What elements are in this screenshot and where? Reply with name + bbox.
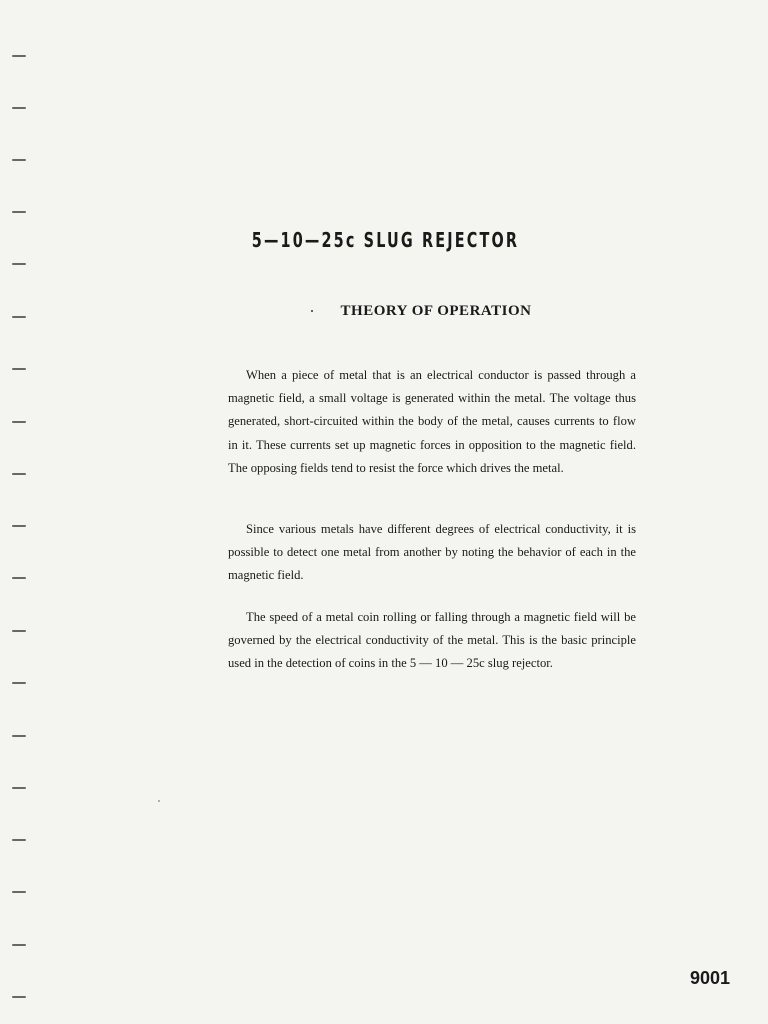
margin-mark [12,473,26,475]
paper-speck [158,800,160,802]
margin-mark [12,55,26,57]
paragraph-text: When a piece of metal that is an electrical conductor is passed through a magnetic field, a small voltage is generated within the metal. The voltage thus generated, short-circuited within the body of the metal, causes currents to flow in it. These currents set up magnetic forces in opposition to the magnetic field. The opposing fields tend to resist the force which drives the metal. [228,368,636,475]
margin-mark [12,630,26,632]
section-heading: THEORY OF OPERATION [340,303,532,319]
margin-mark [12,211,26,213]
margin-mark [12,839,26,841]
margin-mark [12,107,26,109]
body-paragraph [228,364,636,480]
margin-mark [12,263,26,265]
margin-mark [12,996,26,998]
body-paragraph [228,518,636,588]
margin-mark [12,944,26,946]
paragraph-text: The speed of a metal coin rolling or falling through a magnetic field will be governed by the electrical conductivity of the metal. This is the basic principle used in the detection of coins in the 5 — 10 — 25c slug rejector. [228,610,636,671]
margin-mark [12,159,26,161]
margin-mark [12,421,26,423]
margin-mark [12,316,26,318]
margin-mark [12,577,26,579]
margin-mark [12,735,26,737]
body-paragraph [228,606,636,676]
document-title: 5—10—25c SLUG REJECTOR [251,228,520,252]
margin-mark [12,891,26,893]
margin-mark [12,368,26,370]
paragraph-text: Since various metals have different degrees of electrical conductivity, it is possible to detect one metal from another by noting the behavior of each in the magnetic field. [228,522,636,583]
binder-margin-marks [8,0,38,1024]
margin-mark [12,787,26,789]
margin-mark [12,682,26,684]
margin-mark [12,525,26,527]
page-number: 9001 [689,968,730,988]
